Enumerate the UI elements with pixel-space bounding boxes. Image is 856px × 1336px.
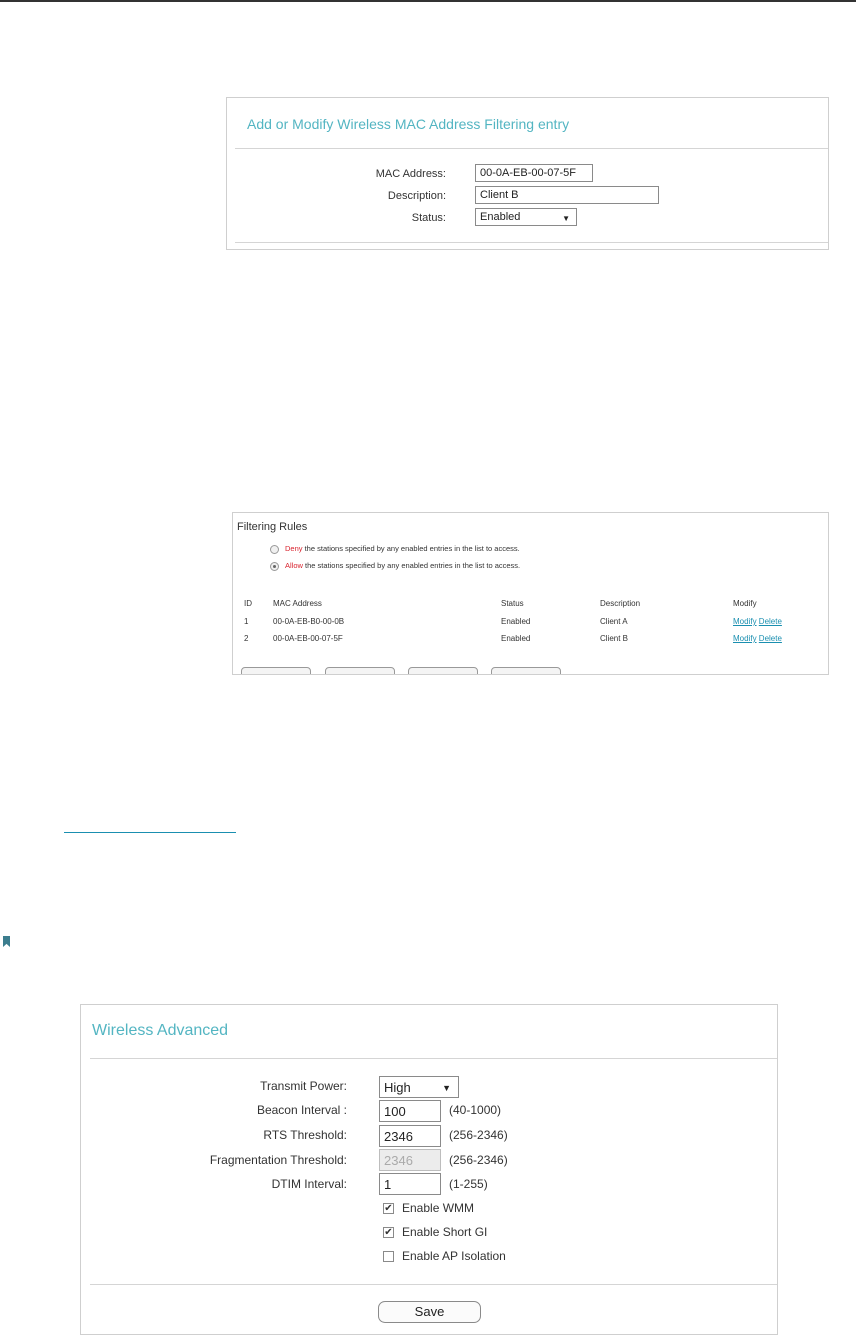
transmit-power-select[interactable]	[379, 1076, 459, 1098]
filtering-rules-title: Filtering Rules	[237, 521, 308, 533]
column-header-id: ID	[244, 599, 252, 608]
column-header-status: Status	[501, 599, 524, 608]
chevron-down-icon: ▼	[562, 214, 570, 223]
table-row-actions	[733, 634, 782, 643]
delete-link[interactable]: Delete	[758, 634, 782, 643]
table-row-status: Enabled	[501, 634, 531, 643]
transmit-power-value: High	[384, 1080, 411, 1095]
mac-address-label: MAC Address:	[375, 168, 446, 180]
beacon-interval-input[interactable]: 100	[379, 1100, 441, 1122]
table-row-mac: 00-0A-EB-00-07-5F	[273, 634, 343, 643]
wireless-advanced-panel	[80, 1004, 778, 1335]
chevron-down-icon: ▼	[442, 1083, 451, 1093]
dtim-interval-range: (1-255)	[449, 1177, 488, 1191]
rts-threshold-range: (256-2346)	[449, 1128, 508, 1142]
hyperlink-underline[interactable]	[64, 832, 236, 833]
allow-option-text	[285, 561, 520, 570]
table-row-id: 1	[244, 617, 249, 626]
mac-address-input[interactable]: 00-0A-EB-00-07-5F	[475, 164, 593, 182]
checkmark-icon: ✔	[384, 1227, 393, 1238]
column-header-modify: Modify	[733, 599, 757, 608]
wireless-advanced-title: Wireless Advanced	[92, 1022, 229, 1039]
mac-filter-entry-title: Add or Modify Wireless MAC Address Filtering entry	[247, 116, 570, 132]
enable-all-button[interactable]	[325, 667, 395, 675]
deny-keyword: Deny	[285, 544, 303, 553]
status-select[interactable]	[475, 208, 577, 226]
enable-short-gi-label: Enable Short GI	[402, 1225, 488, 1239]
allow-text: the stations specified by any enabled entries in the list to access.	[302, 561, 521, 570]
bookmark-icon	[3, 936, 10, 947]
page-top-rule	[0, 0, 856, 2]
enable-wmm-label: Enable WMM	[402, 1201, 475, 1215]
beacon-interval-range: (40-1000)	[449, 1103, 502, 1117]
divider	[235, 148, 828, 149]
fragmentation-threshold-range: (256-2346)	[449, 1153, 508, 1167]
enable-wmm-checkbox[interactable]	[383, 1203, 394, 1214]
save-button[interactable]: Save	[378, 1301, 481, 1323]
description-label: Description:	[387, 190, 446, 202]
fragmentation-threshold-label: Fragmentation Threshold:	[209, 1153, 347, 1167]
modify-link[interactable]: Modify	[733, 617, 757, 626]
enable-ap-isolation-label: Enable AP Isolation	[402, 1249, 506, 1263]
dtim-interval-input[interactable]: 1	[379, 1173, 441, 1195]
deny-text: the stations specified by any enabled entries in the list to access.	[302, 544, 520, 553]
table-row-status: Enabled	[501, 617, 531, 626]
fragmentation-threshold-input: 2346	[379, 1149, 441, 1171]
delete-all-button[interactable]	[491, 667, 561, 675]
transmit-power-label: Transmit Power:	[260, 1079, 347, 1093]
table-row-description: Client B	[600, 634, 629, 643]
table-row-actions	[733, 617, 782, 626]
column-header-description: Description	[600, 599, 641, 608]
status-label: Status:	[411, 212, 446, 224]
column-header-mac: MAC Address	[273, 599, 322, 608]
modify-link[interactable]: Modify	[733, 634, 757, 643]
delete-link[interactable]: Delete	[758, 617, 782, 626]
table-row-mac: 00-0A-EB-B0-00-0B	[273, 617, 345, 626]
dtim-interval-label: DTIM Interval:	[271, 1177, 347, 1191]
filtering-rules-panel	[232, 512, 829, 675]
checkmark-icon: ✔	[384, 1203, 393, 1214]
status-select-value: Enabled	[480, 211, 521, 223]
deny-option-text	[285, 544, 520, 553]
description-input[interactable]: Client B	[475, 186, 659, 204]
table-row-id: 2	[244, 634, 249, 643]
allow-keyword: Allow	[285, 561, 303, 570]
deny-radio[interactable]	[270, 545, 279, 554]
divider	[90, 1058, 777, 1059]
divider	[235, 242, 828, 243]
rts-threshold-label: RTS Threshold:	[263, 1128, 347, 1142]
divider	[90, 1284, 777, 1285]
table-row-description: Client A	[600, 617, 628, 626]
allow-radio[interactable]	[270, 562, 279, 571]
enable-ap-isolation-checkbox[interactable]	[383, 1251, 394, 1262]
add-new-button[interactable]	[241, 667, 311, 675]
disable-all-button[interactable]	[408, 667, 478, 675]
rts-threshold-input[interactable]: 2346	[379, 1125, 441, 1147]
beacon-interval-label: Beacon Interval :	[256, 1103, 347, 1117]
mac-filter-entry-panel	[226, 97, 829, 250]
enable-short-gi-checkbox[interactable]	[383, 1227, 394, 1238]
